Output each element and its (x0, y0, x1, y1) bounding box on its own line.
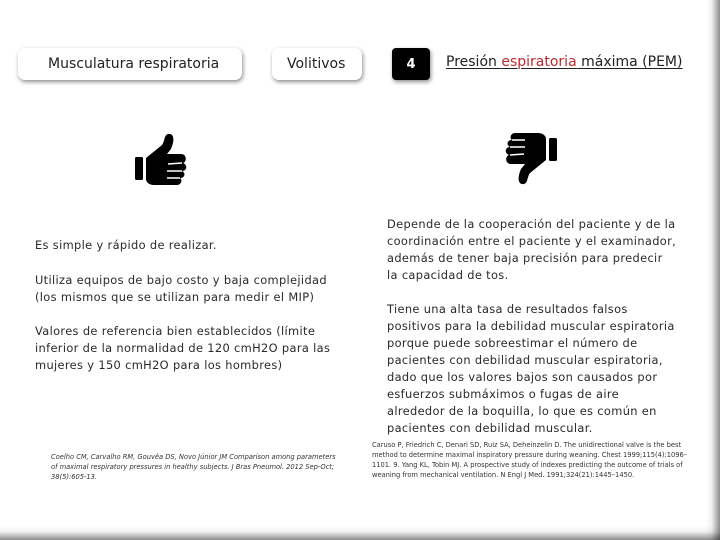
category-pill (18, 48, 242, 80)
page-title (446, 54, 682, 70)
subcategory-label: Volitivos (287, 56, 346, 72)
thumbs-down-icon (502, 126, 558, 186)
disadvantage-item: Tiene una alta tasa de resultados falsos positivos para la debilidad muscular espiratoria porque puede sobreestimar el número de pacientes con debilidad muscular espiratoria, dado que los valores bajos son causados por esfuerzos submáximos o fugas de aire alrededor de la boquilla, lo que es común en pacientes con debilidad muscular. (387, 302, 675, 435)
subcategory-pill (272, 48, 362, 80)
title-prefix: Presión (446, 54, 502, 70)
advantage-item: Es simple y rápido de realizar. (35, 238, 217, 252)
reference-left: Coelho CM, Carvalho RM, Gouvêa DS, Novo Júnior JM Comparison among parameters of maximal respiratory pressures in healthy subjects. J Bras Pneumol. 2012 Sep-Oct; 38(5):605-13. (51, 453, 336, 481)
page-shadow-right (706, 0, 720, 540)
advantage-item: Utiliza equipos de bajo costo y baja complejidad (los mismos que se utilizan para medir el MIP) (35, 273, 327, 304)
item-number-badge (392, 48, 430, 80)
thumbs-up-icon (134, 132, 190, 188)
title-highlight: espiratoria (501, 54, 577, 70)
advantage-item: Valores de referencia bien establecidos (límite inferior de la normalidad de 120 cmH2O para las mujeres y 150 cmH2O para los hombres) (35, 324, 331, 372)
title-suffix: máxima (PEM) (576, 54, 683, 70)
page-shadow-bottom (0, 526, 720, 540)
reference-right: Caruso P, Friedrich C, Denari SD, Ruiz SA, Deheinzelin D. The unidirectional valve is the best method to determine maximal inspiratory pressure during weaning. Chest 1999;115(4):1096–1101. 9. Yang KL, Tobin MJ. A prospective study of indexes predicting the outcome of trials of weaning from mechanical ventilation. N Engl J Med. 1991;324(21):1445–1450. (372, 441, 688, 479)
item-number: 4 (406, 56, 416, 72)
disadvantage-item: Depende de la cooperación del paciente y de la coordinación entre el paciente y el examinador, además de tener baja precisión para predecir la capacidad de tos. (387, 217, 677, 282)
category-label: Musculatura respiratoria (48, 56, 220, 72)
